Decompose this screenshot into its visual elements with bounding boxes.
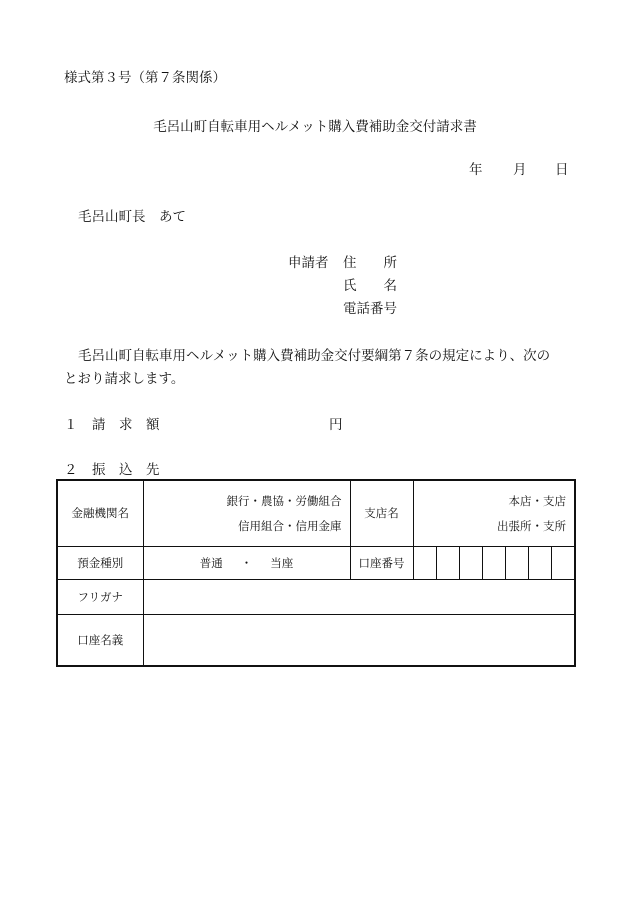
- furigana-label: フリガナ: [57, 579, 143, 614]
- item1-number: １: [64, 417, 78, 433]
- account-digit-box[interactable]: [551, 547, 574, 579]
- deposit-type-current[interactable]: 当座: [270, 555, 294, 570]
- deposit-type-separator: ・: [240, 555, 253, 570]
- bank-row-deposit: [57, 546, 575, 579]
- item2-number: ２: [64, 462, 78, 478]
- account-digit-box[interactable]: [505, 547, 528, 579]
- account-holder-label: 口座名義: [57, 614, 143, 666]
- account-digit-box[interactable]: [459, 547, 482, 579]
- institution-options-line2: 信用組合・信用金庫: [238, 518, 342, 533]
- deposit-type-ordinary[interactable]: 普通: [199, 555, 223, 570]
- applicant-address-label: 住 所: [343, 255, 397, 271]
- item1-unit: 円: [329, 417, 343, 433]
- branch-options-line2: 出張所・支所: [497, 518, 566, 533]
- furigana-field[interactable]: [143, 579, 575, 614]
- account-digit-box[interactable]: [528, 547, 551, 579]
- account-digit-box[interactable]: [482, 547, 505, 579]
- bank-row-holder: [57, 614, 575, 666]
- body-text-line1: 毛呂山町自転車用ヘルメット購入費補助金交付要綱第７条の規定により、次の: [78, 348, 551, 364]
- account-digit-box[interactable]: [436, 547, 459, 579]
- applicant-label: 申請者: [288, 255, 329, 271]
- form-number: 様式第３号（第７条関係）: [64, 70, 226, 86]
- institution-label: 金融機関名: [57, 480, 143, 546]
- bank-account-table: [56, 479, 576, 667]
- account-digit-box[interactable]: [414, 547, 436, 579]
- addressee: 毛呂山町長 あて: [78, 209, 186, 225]
- account-number-label: 口座番号: [350, 546, 413, 579]
- date-month: 月: [513, 162, 527, 178]
- applicant-name-label: 氏 名: [343, 278, 397, 294]
- branch-field[interactable]: [413, 480, 575, 546]
- bank-row-furigana: [57, 579, 575, 614]
- branch-label: 支店名: [350, 480, 413, 546]
- applicant-phone-label: 電話番号: [343, 301, 397, 317]
- item2-label: 振 込 先: [92, 462, 160, 478]
- deposit-type-label: 預金種別: [57, 546, 143, 579]
- account-number-field[interactable]: [413, 546, 575, 579]
- deposit-type-field[interactable]: [143, 546, 350, 579]
- institution-options-line1: 銀行・農協・労働組合: [226, 493, 342, 508]
- bank-row-institution: [57, 480, 575, 546]
- date-year: 年: [469, 162, 483, 178]
- institution-field[interactable]: [143, 480, 350, 546]
- item1-label: 請 求 額: [92, 417, 160, 433]
- date-day: 日: [555, 162, 569, 178]
- body-text-line2: とおり請求します。: [64, 371, 185, 387]
- account-holder-field[interactable]: [143, 614, 575, 666]
- branch-options-line1: 本店・支店: [508, 493, 566, 508]
- document-title: 毛呂山町自転車用ヘルメット購入費補助金交付請求書: [153, 119, 477, 135]
